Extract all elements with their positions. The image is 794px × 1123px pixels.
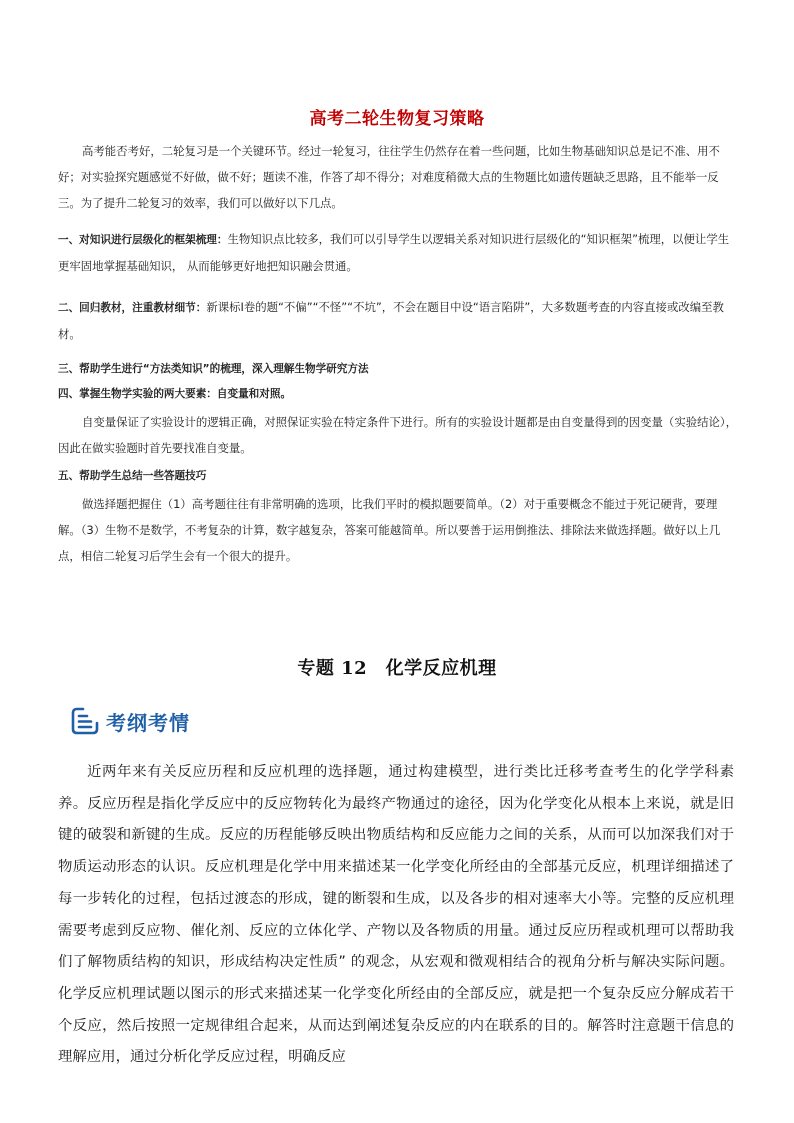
point-1-body: 生物知识点比较多，我们可以引导学生以逻辑关系对知识进行层级化的“知识框架”梳理，以便让学生更牢固地掌握基础知识， 从而能够更好地把知识融会贯通。 [58,232,730,273]
point-2-body: 新课标Ⅰ卷的题“不偏”“不怪”“不坑”，不会在题目中设“语言陷阱”，大多数题考查的内容直接或改编至教材。 [58,300,724,341]
point-5-body: 做选择题把握住（1）高考题往往有非常明确的选项，比我们平时的模拟题要简单。（2）对于重要概念不能过于死记硬背，要理解。（3）生物不是数学，不考复杂的计算，数字越复杂，答案可能越简单。所以要善于运用倒推法、排除法来做选择题。做好以上几点，相信二轮复习后学生会有一个很大的提升。 [58,497,721,563]
intro-paragraph: 高考能否考好，二轮复习是一个关键环节。经过一轮复习，往往学生仍然存在着一些问题，比如生物基础知识总是记不准、用不好；对实验探究题感觉不好做，做不好；题读不准，作答了却不得分；对难度稍微大点的生物题比如遗传题缺乏思路，且不能举一反三。为了提升二轮复习的效率，我们可以做好以下几点。 [58,144,720,210]
document-title: 高考二轮生物复习策略 [309,109,485,129]
point-5-heading: 五、帮助学生总结一些答题技巧 [58,470,207,482]
point-3-heading: 三、帮助学生进行“方法类知识”的梳理，深入理解生物学研究方法 [58,363,369,375]
point-1-heading: 一、对知识进行层级化的框架梳理： [58,234,228,246]
point-4-body: 自变量保证了实验设计的逻辑正确，对照保证实验在特定条件下进行。所有的实验设计题都是由自变量得到的因变量（实验结论），因此在做实验题时首先要找准自变量。 [58,415,737,455]
list-icon [70,706,100,736]
section-label: 考纲考情 [106,710,190,735]
topic-paragraph: 近两年来有关反应历程和反应机理的选择题，通过构建模型，进行类比迁移考查考生的化学学科素养。反应历程是指化学反应中的反应物转化为最终产物通过的途径，因为化学变化从根本上来说，就是旧键的破裂和新键的生成。反应的历程能够反映出物质结构和反应能力之间的关系，从而可以加深我们对于物质运动形态的认识。反应机理是化学中用来描述某一化学变化所经由的全部基元反应，机理详细描述了每一步转化的过程，包括过渡态的形成，键的断裂和生成，以及各步的相对速率大小等。完整的反应机理需要考虑到反应物、催化剂、反应的立体化学、产物以及各物质的用量。通过反应历程或机理可以帮助我们了解物质结构的知识，形成结构决定性质” 的观念，从宏观和微观相结合的视角分析与解决实际问题。 化学反应机理试题以图示的形式来描述某一化学变化所经由的全部反应，就是把一个复杂反应分解成若干个反应，然后按照一定规律组合起来，从而达到阐述复杂反应的内在联系的目的。解答时注意题干信息的理解应用，通过分析化学反应过程，明确反应 [58,764,734,1066]
section-banner [70,703,190,739]
point-2-heading: 二、回归教材，注重教材细节： [58,302,207,314]
topic-title: 专题 12 化学反应机理 [297,658,497,679]
point-1 [58,226,738,279]
point-4-heading: 四、掌握生物学实验的两大要素：自变量和对照。 [58,388,292,400]
point-2 [58,294,738,347]
